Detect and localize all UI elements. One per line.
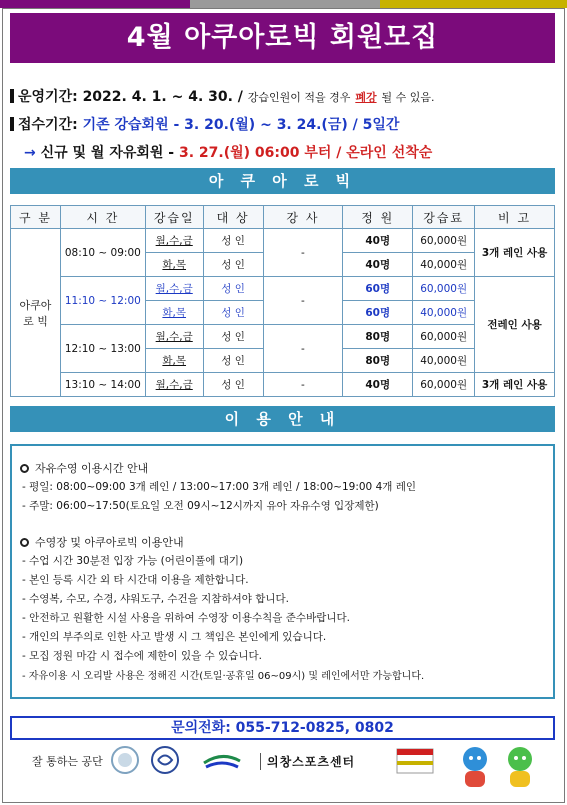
instructor-cell: - — [263, 277, 343, 325]
list-item: - 자유이용 시 오리발 사용은 정해진 시간(토일·공휴일 06~09시) 및 레인에서만 가능합니다. — [22, 671, 425, 682]
time-cell: 11:10 ~ 12:00 — [60, 277, 145, 325]
fee-cell: 40,000원 — [413, 253, 475, 277]
col-header: 강 사 — [263, 206, 343, 229]
org-logo-icon — [202, 749, 242, 777]
capacity-cell: 40명 — [343, 373, 413, 397]
table-row — [11, 229, 555, 253]
target-cell: 성 인 — [203, 373, 263, 397]
reception-period — [10, 114, 399, 134]
category-cell: 아쿠아로 빅 — [11, 229, 61, 397]
fee-cell: 60,000원 — [413, 277, 475, 301]
day-cell: 화,목 — [145, 349, 203, 373]
emblem-icon — [150, 745, 180, 779]
aquarobic-header: 아 쿠 아 로 빅 — [10, 168, 555, 194]
capacity-cell: 40명 — [343, 229, 413, 253]
day-cell: 월,수,금 — [145, 325, 203, 349]
instructor-cell: - — [263, 325, 343, 373]
time-cell: 12:10 ~ 13:00 — [60, 325, 145, 373]
target-cell: 성 인 — [203, 253, 263, 277]
circle-bullet-icon — [20, 464, 29, 473]
note-cell: 전레인 사용 — [475, 277, 555, 373]
new-members — [24, 142, 432, 162]
fee-cell: 60,000원 — [413, 325, 475, 349]
period-note-pre: 강습인원이 적을 경우 — [247, 91, 351, 104]
new-members-label: 신규 및 월 자유회원 - — [40, 145, 175, 161]
free-swim-title: 자유수영 이용시간 안내 — [35, 462, 149, 475]
list-item: - 모집 정원 마감 시 접수에 제한이 있을 수 있습니다. — [22, 650, 263, 662]
time-cell: 08:10 ~ 09:00 — [60, 229, 145, 277]
free-swim-heading — [20, 460, 148, 476]
table-header-row — [11, 206, 555, 229]
list-item: - 본인 등록 시간 외 타 시간대 이용을 제한합니다. — [22, 574, 249, 586]
page-title: 4월 아쿠아로빅 회원모집 — [10, 13, 555, 63]
reception-label: 접수기간: — [18, 117, 78, 133]
schedule-table — [10, 205, 555, 397]
rules-title: 수영장 및 아쿠아로빅 이용안내 — [35, 536, 184, 549]
instructor-cell: - — [263, 229, 343, 277]
fee-cell: 40,000원 — [413, 301, 475, 325]
new-members-value: 3. 27.(월) 06:00 부터 / 온라인 선착순 — [178, 145, 433, 161]
day-cell: 화,목 — [145, 301, 203, 325]
list-item: - 수영복, 수모, 수경, 샤워도구, 수건을 지참하셔야 합니다. — [22, 593, 289, 605]
table-row — [11, 325, 555, 349]
sports-center-name: 의창스포츠센터 — [260, 753, 355, 770]
note-cell: 3개 레인 사용 — [475, 229, 555, 277]
target-cell: 성 인 — [203, 229, 263, 253]
fee-cell: 60,000원 — [413, 373, 475, 397]
time-cell: 13:10 ~ 14:00 — [60, 373, 145, 397]
closure-note: 폐강 — [355, 91, 377, 104]
list-item: - 주말: 06:00~17:50(토요일 오전 09시~12시까지 유아 자유수영 입장제한) — [22, 500, 379, 512]
period-label: 운영기간: 2022. 4. 1. ~ 4. 30. / — [18, 89, 243, 105]
list-item: - 안전하고 원활한 시설 사용을 위하여 수영장 이용수칙을 준수바랍니다. — [22, 612, 350, 624]
day-cell: 월,수,금 — [145, 229, 203, 253]
slogan: 잘 통하는 공단 — [32, 755, 103, 768]
arrow-icon: → — [24, 145, 36, 161]
capacity-cell: 60명 — [343, 301, 413, 325]
fee-cell: 40,000원 — [413, 349, 475, 373]
col-header: 시 간 — [60, 206, 145, 229]
target-cell: 성 인 — [203, 325, 263, 349]
operation-period — [10, 86, 434, 106]
col-header: 정 원 — [343, 206, 413, 229]
period-note-post: 될 수 있음. — [381, 91, 435, 104]
certification-seal-icon — [110, 745, 140, 779]
target-cell: 성 인 — [203, 301, 263, 325]
contact-phone: 문의전화: 055-712-0825, 0802 — [10, 716, 555, 740]
list-item: - 평일: 08:00~09:00 3개 레인 / 13:00~17:00 3개 레인 / 18:00~19:00 4개 레인 — [22, 481, 417, 493]
col-header: 강습일 — [145, 206, 203, 229]
rules-heading — [20, 534, 184, 550]
circle-bullet-icon — [20, 538, 29, 547]
top-color-bar — [0, 0, 567, 8]
list-item: - 수업 시간 30분전 입장 가능 (어린이풀에 대기) — [22, 555, 244, 567]
fee-cell: 60,000원 — [413, 229, 475, 253]
note-cell: 3개 레인 사용 — [475, 373, 555, 397]
footer — [10, 745, 555, 795]
mascot-icon — [455, 745, 495, 795]
col-header: 강습료 — [413, 206, 475, 229]
capacity-cell: 40명 — [343, 253, 413, 277]
list-item: - 개인의 부주의로 인한 사고 발생 시 그 책임은 본인에게 있습니다. — [22, 631, 327, 643]
table-row — [11, 373, 555, 397]
flag-logo-icon — [395, 745, 435, 781]
capacity-cell: 80명 — [343, 325, 413, 349]
target-cell: 성 인 — [203, 349, 263, 373]
day-cell: 월,수,금 — [145, 373, 203, 397]
day-cell: 월,수,금 — [145, 277, 203, 301]
day-cell: 화,목 — [145, 253, 203, 277]
target-cell: 성 인 — [203, 277, 263, 301]
table-row — [11, 277, 555, 301]
col-header: 비 고 — [475, 206, 555, 229]
existing-members: 기존 강습회원 - 3. 20.(월) ~ 3. 24.(금) / 5일간 — [82, 117, 400, 133]
usage-header: 이 용 안 내 — [10, 406, 555, 432]
usage-guide — [10, 444, 555, 699]
col-header: 대 상 — [203, 206, 263, 229]
col-header: 구 분 — [11, 206, 61, 229]
instructor-cell: - — [263, 373, 343, 397]
capacity-cell: 80명 — [343, 349, 413, 373]
capacity-cell: 60명 — [343, 277, 413, 301]
mascot-icon — [500, 745, 540, 795]
